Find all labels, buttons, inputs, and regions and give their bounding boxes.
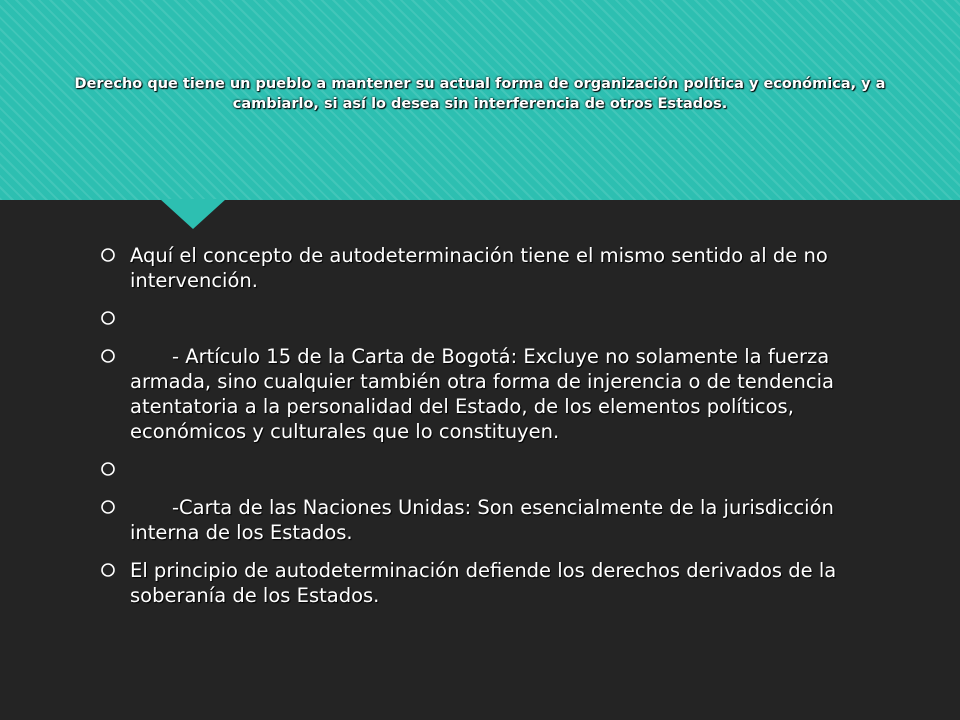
bullet-item bbox=[94, 558, 884, 608]
bullet-list bbox=[94, 243, 884, 621]
slide-title: Derecho que tiene un pueblo a mantener su actual forma de organización política y económica, y a cambiarlo, si así lo desea sin interferencia de otros Estados. bbox=[74, 76, 886, 112]
hollow-circle-icon bbox=[100, 562, 116, 578]
bullet-text: - Artículo 15 de la Carta de Bogotá: Excluye no solamente la fuerza armada, sino cualquier también otra forma de injerencia o de tendencia atentatoria a la personalidad del Estado, de los elementos políticos, económicos y culturales que lo constituyen. bbox=[130, 345, 834, 443]
hollow-circle-icon bbox=[100, 348, 116, 364]
bullet-text: Aquí el concepto de autodeterminación tiene el mismo sentido al de no intervención. bbox=[130, 244, 828, 292]
banner-pointer bbox=[160, 199, 226, 229]
bullet-item bbox=[94, 243, 884, 293]
bullet-item bbox=[94, 344, 884, 444]
bullet-item bbox=[94, 457, 884, 482]
hollow-circle-icon bbox=[100, 499, 116, 515]
hollow-circle-icon bbox=[100, 247, 116, 263]
bullet-item bbox=[94, 495, 884, 545]
bullet-item bbox=[94, 306, 884, 331]
bullet-text bbox=[130, 458, 136, 481]
bullet-text bbox=[130, 307, 136, 330]
bullet-text: El principio de autodeterminación defiende los derechos derivados de la soberanía de los Estados. bbox=[130, 559, 837, 607]
hollow-circle-icon bbox=[100, 461, 116, 477]
hollow-circle-icon bbox=[100, 310, 116, 326]
title-banner bbox=[0, 0, 960, 200]
bullet-text: -Carta de las Naciones Unidas: Son esencialmente de la jurisdicción interna de los Estados. bbox=[130, 496, 834, 544]
